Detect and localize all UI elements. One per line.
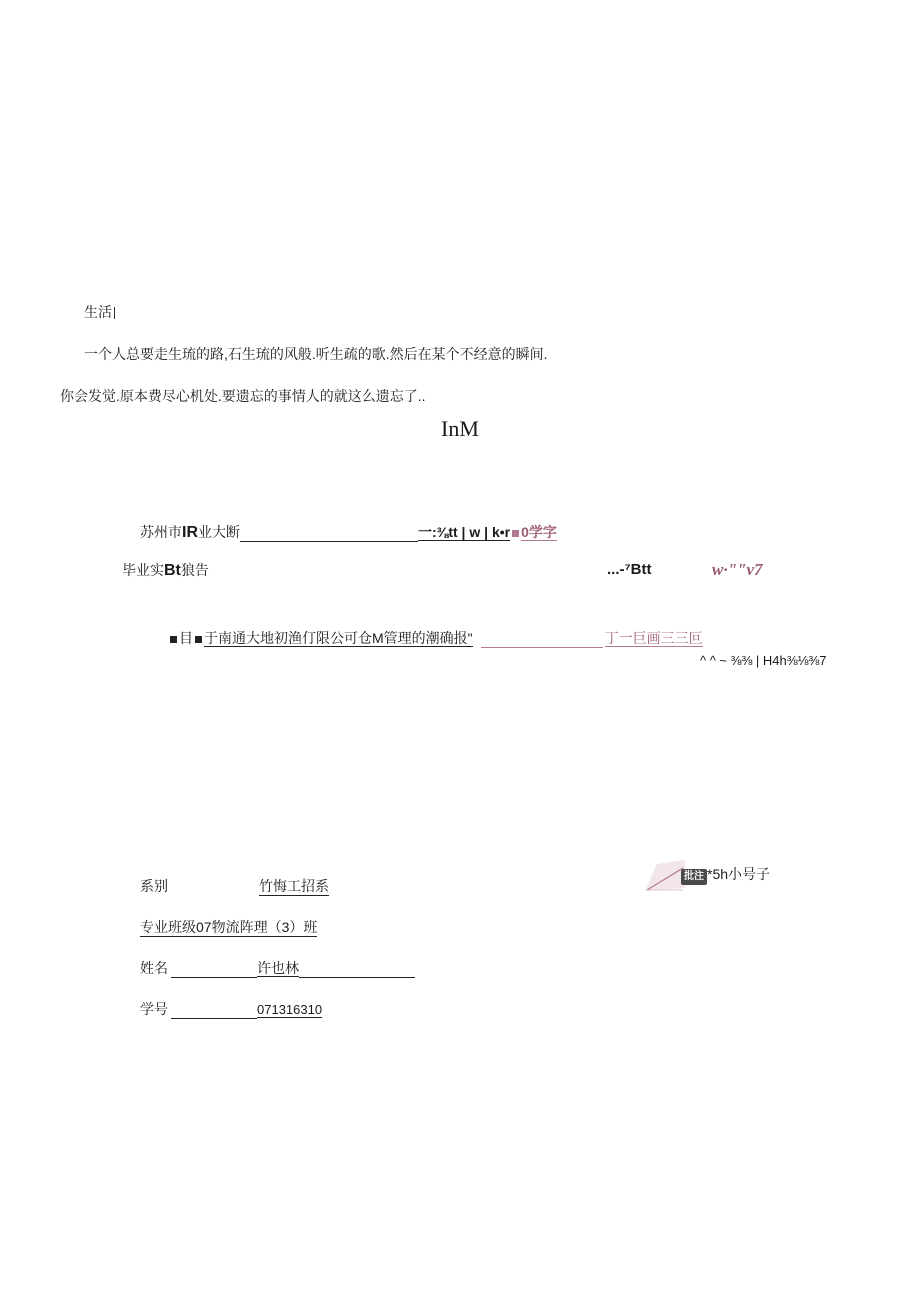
- school-line: [140, 523, 557, 542]
- dept-value: 竹悔工招系: [259, 878, 329, 894]
- topic-text: 于南通大地初渔仃限公可仓M管理的潮确报": [204, 630, 473, 646]
- id-row: [140, 1000, 322, 1019]
- text-cursor: [114, 307, 115, 319]
- comment-text: *5h小号子: [707, 866, 771, 882]
- annotation-pink: 0学字: [521, 524, 557, 540]
- comment-box[interactable]: [681, 865, 770, 885]
- topic-sub-note: ^ ^ ~ ⅜⅜ | H4h⅜⅛⅜7: [700, 653, 827, 668]
- black-square-icon: [195, 636, 202, 643]
- school-prefix: 苏州市: [140, 524, 182, 540]
- annotation-middle: ...-⁷Btt: [607, 561, 652, 578]
- pink-square-icon: [512, 530, 519, 537]
- school-underline: [240, 527, 418, 542]
- stamp-text: InM: [441, 416, 479, 441]
- school-suffix: 业大断: [198, 524, 240, 540]
- name-row: [140, 959, 415, 978]
- intro-heading: 生活: [84, 303, 115, 321]
- name-underline-left: [171, 963, 257, 978]
- intro-line-1: 一个人总要走生琉的路,石生琉的风般.听生疏的歌.然后在某个不经意的瞬间.: [84, 346, 548, 362]
- report-line: [122, 561, 209, 580]
- name-underline-right: [299, 963, 415, 978]
- report-prefix: 毕业实: [122, 562, 164, 578]
- id-underline: [171, 1004, 257, 1019]
- id-label: 学号: [140, 1001, 168, 1017]
- id-value: 071316310: [257, 1002, 323, 1017]
- name-value: 许也林: [257, 960, 299, 976]
- topic-right-text: 丁一巨画三三叵: [604, 630, 703, 646]
- report-bold: Bt: [164, 562, 181, 579]
- topic-underline: [481, 633, 603, 648]
- intro-line-2: 你会发觉.原本费尽心机处.要遗忘的事情人的就这么遗忘了..: [60, 388, 426, 404]
- black-square-icon: [170, 636, 177, 643]
- dept-label: 系别: [140, 878, 168, 894]
- topic-line: [168, 629, 703, 648]
- name-label: 姓名: [140, 960, 168, 976]
- report-suffix: 狼告: [180, 562, 209, 578]
- annotation-left: 一:⅜tt | w | k•r: [418, 524, 511, 540]
- school-bold: IR: [182, 524, 198, 541]
- annotation-right: w·""v7: [712, 560, 763, 579]
- class-line: 专业班级07物流阵理（3）班: [140, 919, 318, 935]
- topic-lead: 目: [179, 630, 193, 646]
- comment-badge: 批注: [681, 869, 707, 885]
- comment-connector-icon: [645, 858, 685, 892]
